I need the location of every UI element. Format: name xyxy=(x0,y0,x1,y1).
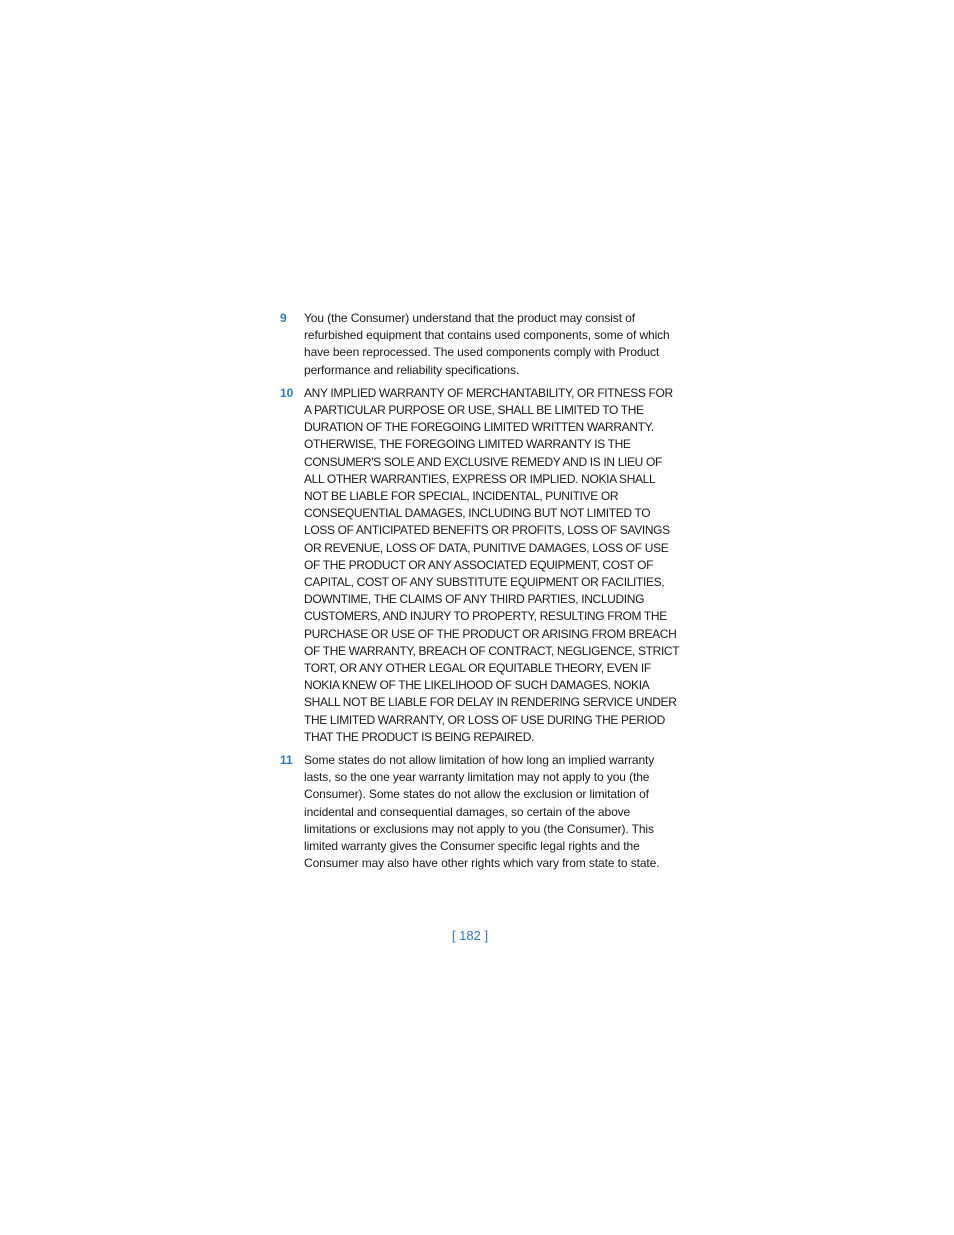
item-text: Some states do not allow limitation of how long an implied warranty lasts, so the one year warranty limitation may not apply to you (the Consumer). Some states do not allow the exclusion or limitation of incidental and consequential damages, so certain of the above limitations or exclusions may not apply to you (the Consumer). This limited warranty gives the Consumer specific legal rights and the Consumer may also have other rights which vary from state to state. xyxy=(304,753,660,871)
item-number: 11 xyxy=(280,753,293,768)
page-number: [ 182 ] xyxy=(451,928,489,943)
list-item-10 xyxy=(280,385,680,746)
item-text: You (the Consumer) understand that the product may consist of refurbished equipment that contains used components, some of which have been reprocessed. The used components comply with Product performance and reliability specifications. xyxy=(304,311,670,377)
item-number: 9 xyxy=(280,311,287,325)
item-text: ANY IMPLIED WARRANTY OF MERCHANTABILITY, OR FITNESS FOR A PARTICULAR PURPOSE OR USE, SHALL BE LIMITED TO THE DURATION OF THE FOREGOING LIMITED WRITTEN WARRANTY. OTHERWISE, THE FOREGOING LIMITED WARRANTY IS THE CONSUMER'S SOLE AND EXCLUSIVE REMEDY AND IS IN LIEU OF ALL OTHER WARRANTIES, EXPRESS OR IMPLIED. NOKIA SHALL NOT BE LIABLE FOR SPECIAL, INCIDENTAL, PUNITIVE OR CONSEQUENTIAL DAMAGES, INCLUDING BUT NOT LIMITED TO LOSS OF ANTICIPATED BENEFITS OR PROFITS, LOSS OF SAVINGS OR REVENUE, LOSS OF DATA, PUNITIVE DAMAGES, LOSS OF USE OF THE PRODUCT OR ANY ASSOCIATED EQUIPMENT, COST OF CAPITAL, COST OF ANY SUBSTITUTE EQUIPMENT OR FACILITIES, DOWNTIME, THE CLAIMS OF ANY THIRD PARTIES, INCLUDING CUSTOMERS, AND INJURY TO PROPERTY, RESULTING FROM THE PURCHASE OR USE OF THE PRODUCT OR ARISING FROM BREACH OF THE WARRANTY, BREACH OF CONTRACT, NEGLIGENCE, STRICT TORT, OR ANY OTHER LEGAL OR EQUITABLE THEORY, EVEN IF NOKIA KNEW OF THE LIKELIHOOD OF SUCH DAMAGES. NOKIA SHALL NOT BE LIABLE FOR DELAY IN RENDERING SERVICE UNDER THE LIMITED WARRANTY, OR LOSS OF USE DURING THE PERIOD THAT THE PRODUCT IS BEING REPAIRED. xyxy=(304,385,680,744)
list-item-9 xyxy=(280,310,680,379)
list-item-11 xyxy=(280,752,680,872)
item-number: 10 xyxy=(280,385,294,400)
warranty-list xyxy=(280,310,680,879)
